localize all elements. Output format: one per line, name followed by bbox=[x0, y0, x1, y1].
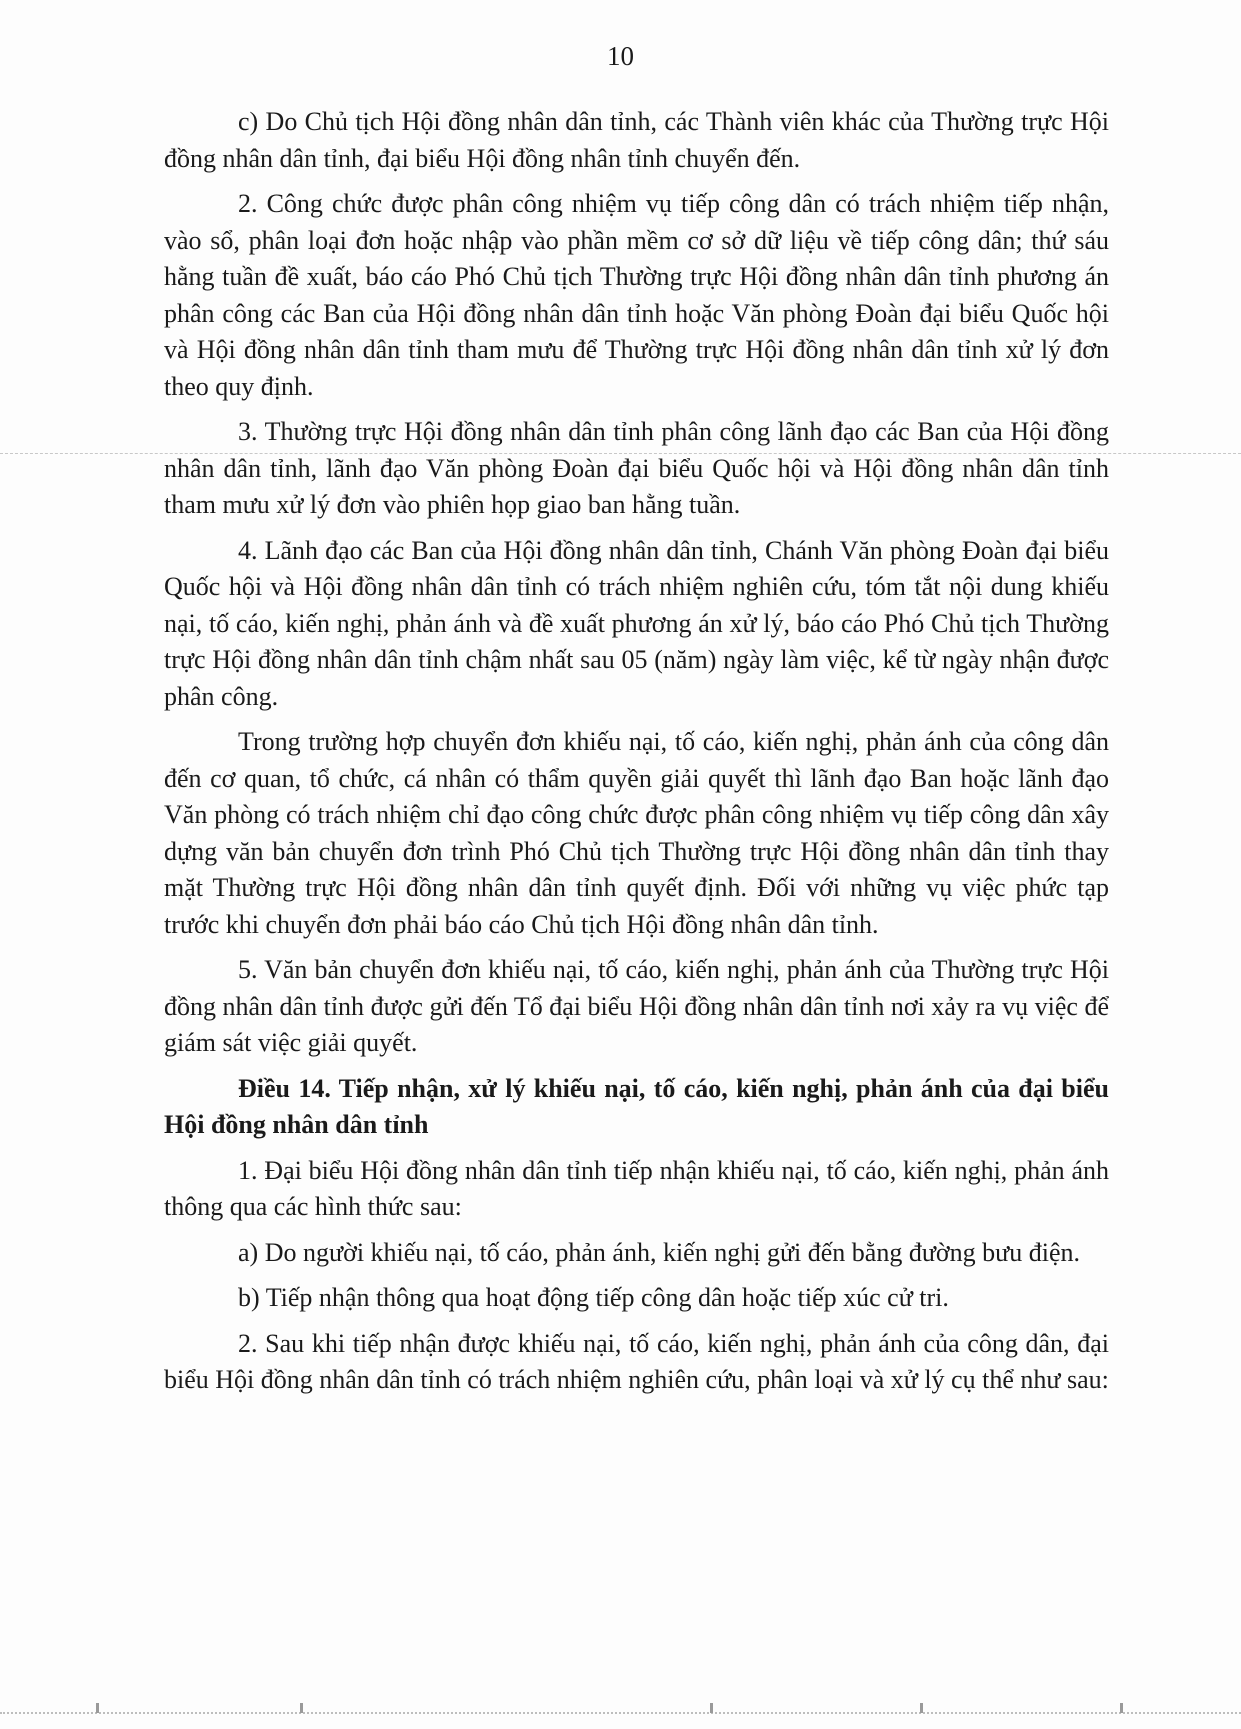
paragraph-clause-2: 2. Công chức được phân công nhiệm vụ tiếp công dân có trách nhiệm tiếp nhận, vào sổ, phân loại đơn hoặc nhập vào phần mềm cơ sở dữ liệu về tiếp công dân; thứ sáu hằng tuần đề xuất, báo cáo Phó Chủ tịch Thường trực Hội đồng nhân dân tỉnh phương án phân công các Ban của Hội đồng nhân dân tỉnh hoặc Văn phòng Đoàn đại biểu Quốc hội và Hội đồng nhân dân tỉnh tham mưu để Thường trực Hội đồng nhân dân tỉnh xử lý đơn theo quy định. bbox=[164, 189, 1109, 401]
paragraph-clause-4-continued: Trong trường hợp chuyển đơn khiếu nại, tố cáo, kiến nghị, phản ánh của công dân đến cơ quan, tổ chức, cá nhân có thẩm quyền giải quyết thì lãnh đạo Ban hoặc lãnh đạo Văn phòng có trách nhiệm chỉ đạo công chức được phân công nhiệm vụ tiếp công dân xây dựng văn bản chuyển đơn trình Phó Chủ tịch Thường trực Hội đồng nhân dân tỉnh thay mặt Thường trực Hội đồng nhân dân tỉnh quyết định. Đối với những vụ việc phức tạp trước khi chuyển đơn phải báo cáo Chủ tịch Hội đồng nhân dân tỉnh. bbox=[164, 727, 1109, 939]
paragraph-article-14-item-a: a) Do người khiếu nại, tố cáo, phản ánh, kiến nghị gửi đến bằng đường bưu điện. bbox=[238, 1237, 1081, 1267]
scan-mark bbox=[1120, 1703, 1123, 1713]
paragraph-clause-4: 4. Lãnh đạo các Ban của Hội đồng nhân dân tỉnh, Chánh Văn phòng Đoàn đại biểu Quốc hội và Hội đồng nhân dân tỉnh có trách nhiệm nghiên cứu, tóm tắt nội dung khiếu nại, tố cáo, kiến nghị, phản ánh và đề xuất phương án xử lý, báo cáo Phó Chủ tịch Thường trực Hội đồng nhân dân tỉnh chậm nhất sau 05 (năm) ngày làm việc, kể từ ngày nhận được phân công. bbox=[164, 535, 1109, 711]
scan-mark bbox=[920, 1703, 923, 1713]
scan-mark bbox=[300, 1703, 303, 1713]
article-14-heading: Điều 14. Tiếp nhận, xử lý khiếu nại, tố cáo, kiến nghị, phản ánh của đại biểu Hội đồng nhân dân tỉnh bbox=[164, 1073, 1109, 1139]
page-number: 10 bbox=[607, 41, 634, 71]
paragraph-clause-3: 3. Thường trực Hội đồng nhân dân tỉnh phân công lãnh đạo các Ban của Hội đồng nhân dân tỉnh, lãnh đạo Văn phòng Đoàn đại biểu Quốc hội và Hội đồng nhân dân tỉnh tham mưu xử lý đơn vào phiên họp giao ban hằng tuần. bbox=[164, 417, 1109, 519]
paragraph-item-c: c) Do Chủ tịch Hội đồng nhân dân tỉnh, các Thành viên khác của Thường trực Hội đồng nhân dân tỉnh, đại biểu Hội đồng nhân tỉnh chuyển đến. bbox=[164, 107, 1109, 173]
scan-mark bbox=[96, 1703, 99, 1713]
document-body bbox=[164, 104, 1109, 1408]
paragraph-clause-5: 5. Văn bản chuyển đơn khiếu nại, tố cáo, kiến nghị, phản ánh của Thường trực Hội đồng nhân dân tỉnh được gửi đến Tổ đại biểu Hội đồng nhân dân tỉnh nơi xảy ra vụ việc để giám sát việc giải quyết. bbox=[164, 955, 1109, 1057]
paragraph-article-14-clause-2: 2. Sau khi tiếp nhận được khiếu nại, tố cáo, kiến nghị, phản ánh của công dân, đại biểu Hội đồng nhân dân tỉnh có trách nhiệm nghiên cứu, phân loại và xử lý cụ thể như sau: bbox=[164, 1328, 1109, 1394]
paragraph-article-14-item-b: b) Tiếp nhận thông qua hoạt động tiếp công dân hoặc tiếp xúc cử tri. bbox=[238, 1283, 949, 1312]
scan-bottom-edge bbox=[0, 1712, 1241, 1714]
paragraph-article-14-clause-1: 1. Đại biểu Hội đồng nhân dân tỉnh tiếp nhận khiếu nại, tố cáo, kiến nghị, phản ánh thông qua các hình thức sau: bbox=[164, 1155, 1109, 1221]
scan-mark bbox=[710, 1703, 713, 1713]
